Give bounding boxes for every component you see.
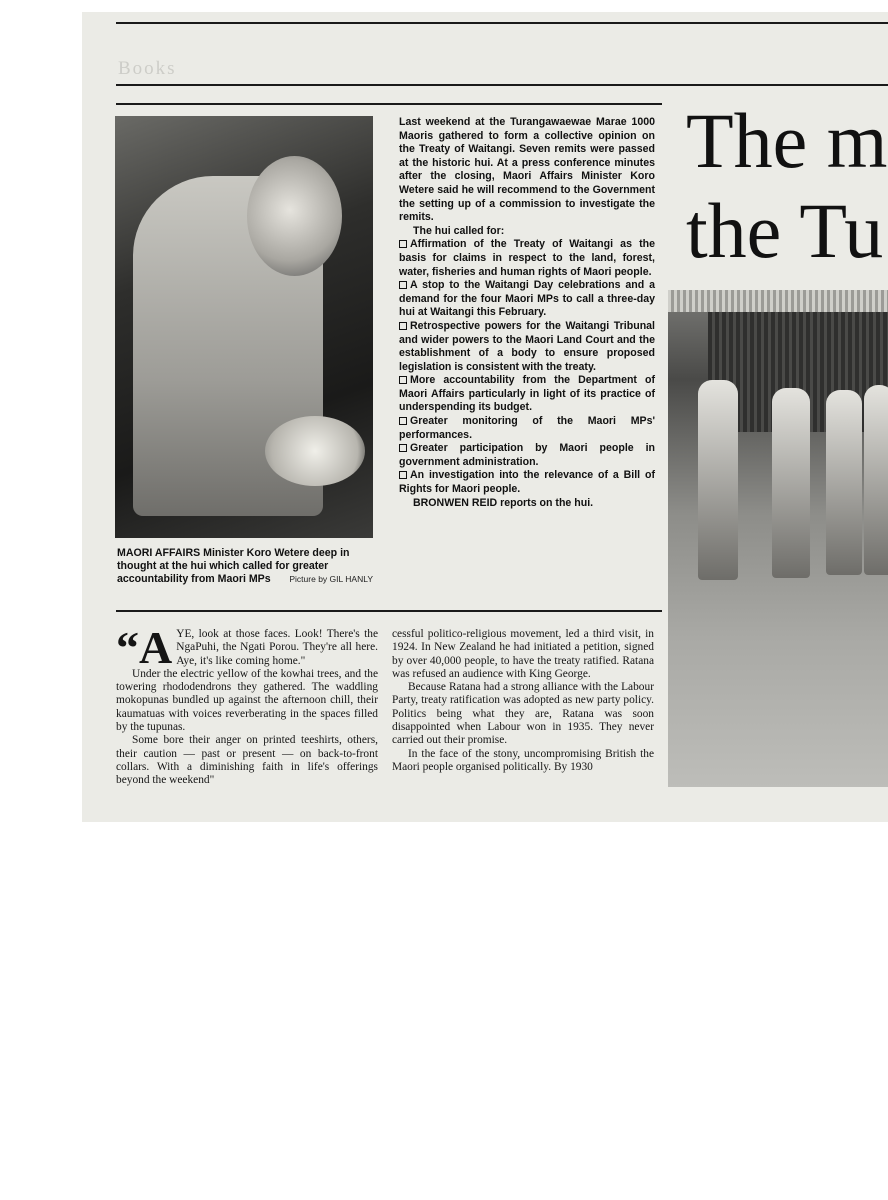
checkbox-icon xyxy=(399,322,407,330)
remits-list xyxy=(399,238,655,496)
story-column-2 xyxy=(392,628,654,774)
person-figure xyxy=(698,380,738,580)
ghost-section-label: Books xyxy=(118,58,177,79)
dropcap: “A xyxy=(116,622,173,673)
checkbox-icon xyxy=(399,471,407,479)
story-paragraph: YE, look at those faces. Look! There's the NgaPuhi, the Ngati Porou. They're all here. Aye, it's like coming home." xyxy=(176,628,378,667)
headline xyxy=(686,96,888,276)
remit-item xyxy=(399,442,655,469)
story-paragraph: Because Ratana had a strong alliance with the Labour Party, treaty ratification was adopted as new party policy. Politics being what they are, Ratana was soon disappointed when Labour won in 1935. They never carried out their promise. xyxy=(392,681,654,747)
person-figure xyxy=(826,390,862,575)
photo-credit: Picture by GIL HANLY xyxy=(289,573,373,584)
remit-text: Greater monitoring of the Maori MPs' performances. xyxy=(399,415,655,441)
story-divider-rule xyxy=(116,610,662,612)
remit-text: Affirmation of the Treaty of Waitangi as the basis for claims in respect to the land, forest, water, fisheries and human rights of Maori people. xyxy=(399,238,655,278)
remit-text: Retrospective powers for the Waitangi Tribunal and wider powers to the Maori Land Court and the establishment of a body to ensure proposed legislation is consistent with the treaty. xyxy=(399,319,655,373)
top-rule xyxy=(116,22,888,24)
intro-called-for: The hui called for: xyxy=(413,224,505,237)
checkbox-icon xyxy=(399,281,407,289)
person-figure xyxy=(772,388,810,578)
page-blank-area xyxy=(0,822,888,1200)
remit-text: Greater participation by Maori people in government administration. xyxy=(399,442,655,468)
remit-item xyxy=(399,374,655,415)
minister-photo xyxy=(115,116,373,538)
remit-item xyxy=(399,238,655,279)
remit-item xyxy=(399,279,655,320)
checkbox-icon xyxy=(399,444,407,452)
person-figure xyxy=(864,385,888,575)
caption-text: MAORI AFFAIRS Minister Koro Wetere deep in thought at the hui which called for greater accountability from Maori MPs xyxy=(117,547,350,585)
figure-hands xyxy=(265,416,365,486)
section-rule-upper xyxy=(116,84,888,86)
checkbox-icon xyxy=(399,376,407,384)
remit-text: An investigation into the relevance of a Bill of Rights for Maori people. xyxy=(399,469,655,496)
section-rule-lower xyxy=(116,103,662,105)
intro-lead: Last weekend at the Turangawaewae Marae 1000 Maoris gathered to form a collective opinion on the Treaty of Waitangi. Seven remits were passed at the historic hui. At a press conference minutes after the closing, Maori Affairs Minister Koro Wetere said he will recommend to the Government the setting up of a commission to investigate the remits. xyxy=(399,116,655,224)
marae-roof xyxy=(668,290,888,312)
hui-crowd-photo xyxy=(668,290,888,787)
remit-text: A stop to the Waitangi Day celebrations and a demand for the four Maori MPs to call a three-day hui at Waitangi this February. xyxy=(399,279,655,319)
story-paragraph: Under the electric yellow of the kowhai trees, and the towering rhododendrons they gathered. The waddling mokopunas bundled up against the afternoon chill, their kaumatuas with voices reverberating in the spaces filled by the tupunas. xyxy=(116,667,378,734)
remit-item xyxy=(399,469,655,496)
intro-column xyxy=(399,116,655,510)
checkbox-icon xyxy=(399,417,407,425)
story-paragraph: cessful politico-religious movement, led a third visit, in 1924. In New Zealand he had initiated a petition, signed by over 40,000 people, to have the treaty ratified. Ratana was refused an audience with King George. xyxy=(392,628,654,680)
story-column-1 xyxy=(116,622,378,788)
headline-line-2: the Tu xyxy=(686,187,884,274)
remit-text: More accountability from the Department of Maori Affairs particularly in light of its practice of underspending its budget. xyxy=(399,374,655,414)
remit-item xyxy=(399,415,655,442)
checkbox-icon xyxy=(399,240,407,248)
photo-caption xyxy=(117,547,373,585)
figure-head xyxy=(247,156,342,276)
byline: BRONWEN REID reports on the hui. xyxy=(413,496,594,509)
remit-item xyxy=(399,320,655,374)
story-paragraph: In the face of the stony, uncompromising British the Maori people organised politically. By 1930 xyxy=(392,747,654,773)
story-paragraph: Some bore their anger on printed teeshirts, others, their caution — past or present — on back-to-front collars. With a diminishing faith in life's offerings beyond the weekend" xyxy=(116,734,378,787)
headline-line-1: The m xyxy=(686,97,888,184)
